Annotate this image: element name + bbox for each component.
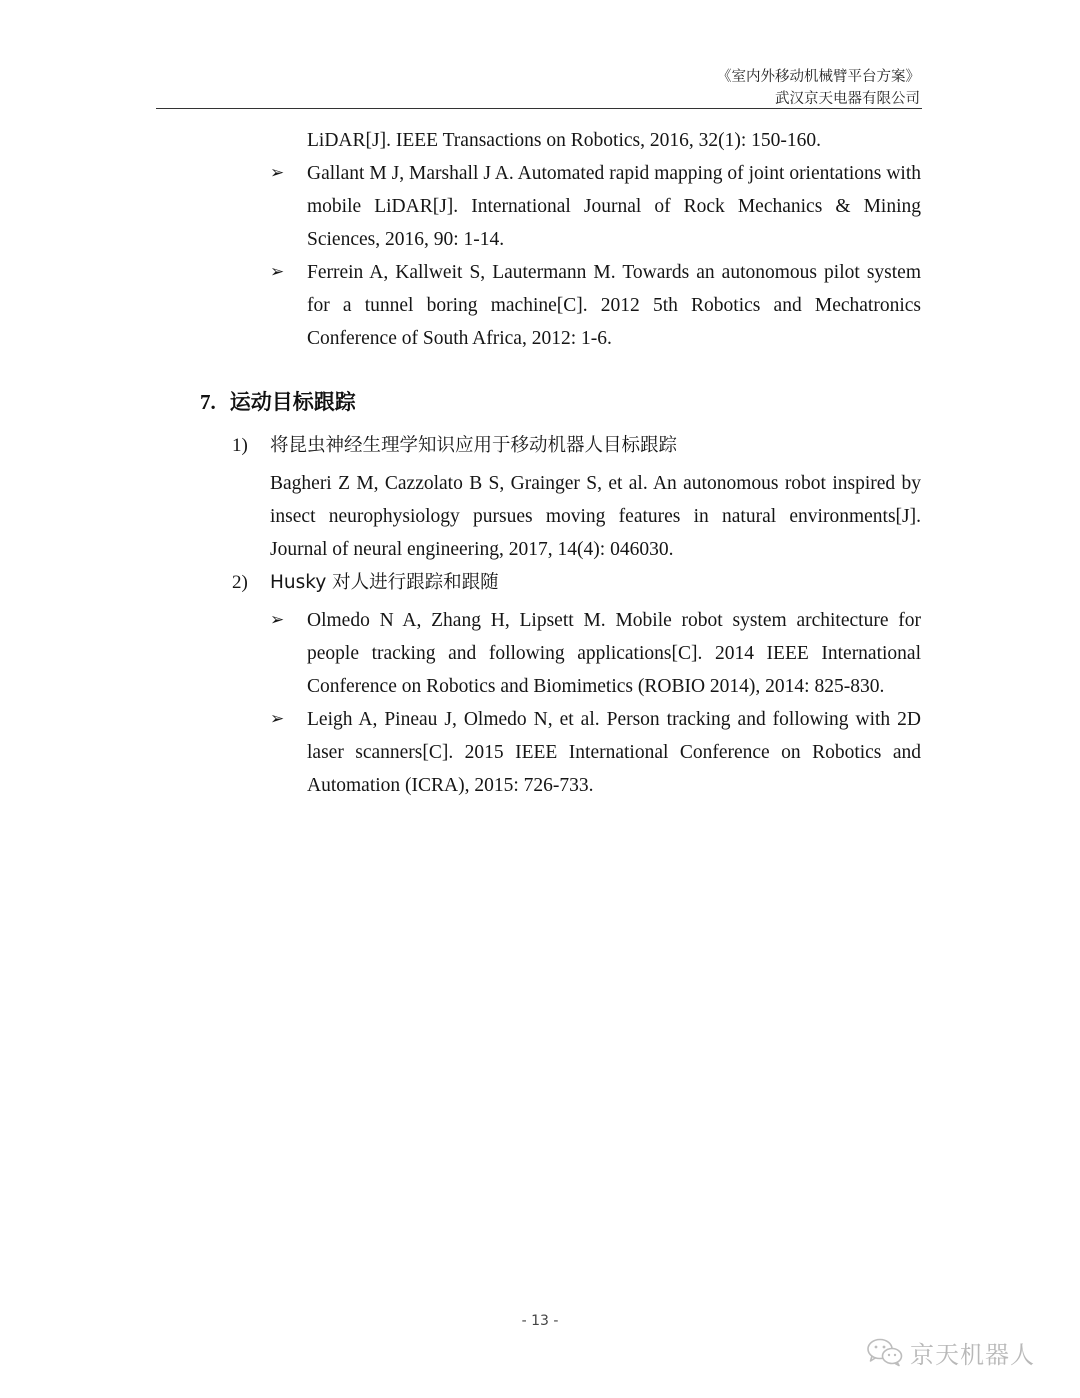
subsection-title: Husky 对人进行跟踪和跟随	[270, 572, 499, 593]
reference-item: Ferrein A, Kallweit S, Lautermann M. Towards an autonomous pilot system for a tunnel boring machine[C]. 2012 5th Robotics and Mechatronics Conference of South Africa, 2012: 1-6.	[307, 262, 921, 349]
section-heading	[200, 385, 356, 419]
section-title: 运动目标跟踪	[229, 390, 356, 414]
watermark-text: 京天机器人	[910, 1340, 1035, 1369]
reference-paragraph: Bagheri Z M, Cazzolato B S, Grainger S, et al. An autonomous robot inspired by insect neurophysiology pursues moving features in natural environments[J]. Journal of neural engineering, 2017, 14(4): 046030.	[270, 473, 921, 560]
reference-item: Olmedo N A, Zhang H, Lipsett M. Mobile robot system architecture for people tracking and following applications[C]. 2014 IEEE International Conference on Robotics and Biomimetics (ROBIO 2014), 2014: 825-830.	[307, 610, 921, 697]
wechat-icon	[866, 1337, 904, 1367]
watermark	[866, 1334, 1035, 1370]
reference-continuation: LiDAR[J]. IEEE Transactions on Robotics, 2016, 32(1): 150-160.	[307, 130, 822, 151]
section-number: 7.	[200, 390, 216, 414]
page-header	[156, 62, 922, 109]
document-title: 《室内外移动机械臂平台方案》	[717, 69, 920, 85]
subsection-title: 将昆虫神经生理学知识应用于移动机器人目标跟踪	[270, 435, 678, 456]
arrow-bullet-icon: ➢	[270, 163, 285, 183]
reference-item: Leigh A, Pineau J, Olmedo N, et al. Person tracking and following with 2D laser scanners[C]. 2015 IEEE International Conference on Robotics and Automation (ICRA), 2015: 726-733.	[307, 709, 921, 796]
subsection-number: 1)	[232, 435, 248, 456]
page-number: - 13 -	[521, 1313, 559, 1329]
arrow-bullet-icon: ➢	[270, 709, 285, 729]
subsection-number: 2)	[232, 572, 248, 593]
arrow-bullet-icon: ➢	[270, 610, 285, 630]
reference-item: Gallant M J, Marshall J A. Automated rapid mapping of joint orientations with mobile LiDAR[J]. International Journal of Rock Mechanics & Mining Sciences, 2016, 90: 1-14.	[307, 163, 921, 250]
arrow-bullet-icon: ➢	[270, 262, 285, 282]
company-name: 武汉京天电器有限公司	[775, 91, 920, 107]
